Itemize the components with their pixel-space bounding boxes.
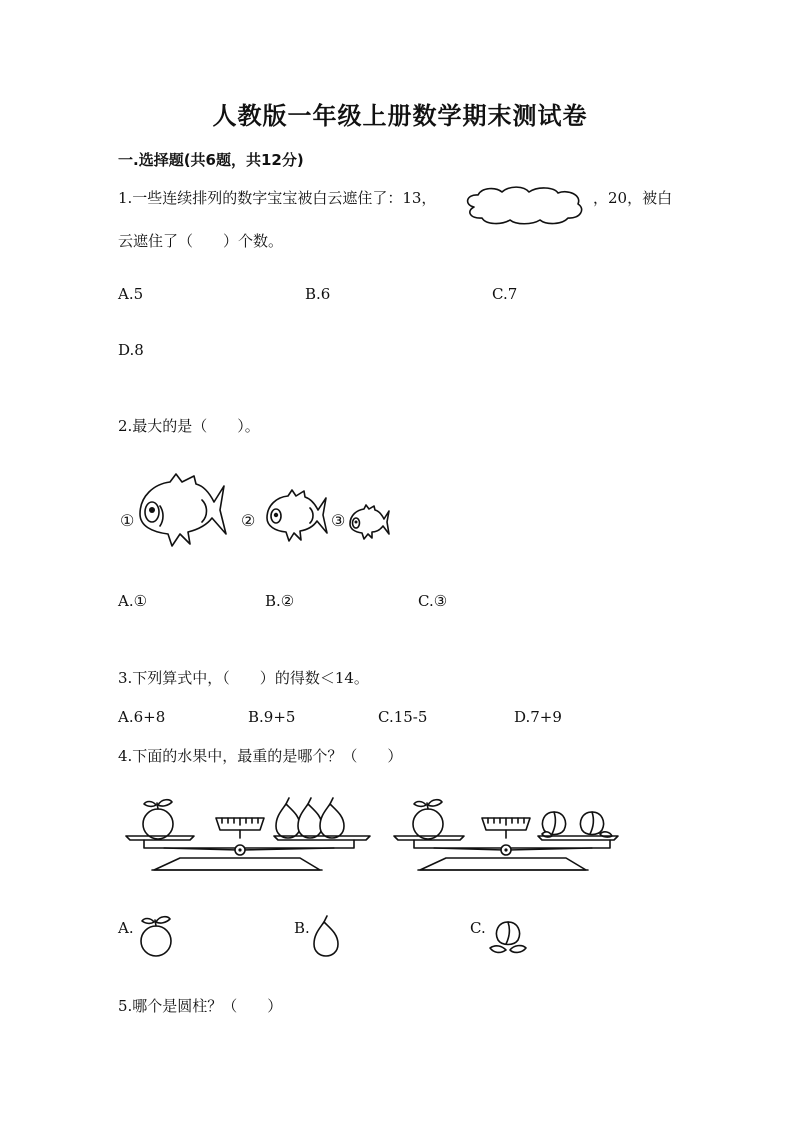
q3-option-c[interactable]: C.15-5 — [378, 708, 428, 726]
q1-text-part2: ，20，被白 — [593, 189, 673, 207]
section-heading: 一.选择题(共6题，共12分) — [118, 151, 304, 169]
q1-option-a[interactable]: A.5 — [118, 285, 144, 303]
q5-text: 5.哪个是圆柱？（ ） — [118, 997, 283, 1015]
q3-option-b[interactable]: B.9+5 — [248, 708, 296, 726]
fish-label-2: ② — [241, 511, 256, 530]
fish-icon — [136, 472, 228, 548]
q1-text-part3: 云遮住了（ ）个数。 — [118, 232, 284, 250]
q4-option-b[interactable]: B. — [294, 919, 310, 937]
apple-icon — [136, 913, 184, 959]
q1-option-b[interactable]: B.6 — [305, 285, 331, 303]
pear-icon — [310, 914, 342, 958]
q3-option-d[interactable]: D.7+9 — [514, 708, 562, 726]
q4-option-c[interactable]: C. — [470, 919, 486, 937]
q2-option-a[interactable]: A.① — [118, 592, 148, 610]
scale-icon — [388, 796, 638, 878]
fish-label-1: ① — [120, 511, 135, 530]
q2-option-b[interactable]: B.② — [265, 592, 295, 610]
fish-icon — [348, 504, 390, 540]
page-title: 人教版一年级上册数学期末测试卷 — [212, 102, 588, 130]
q3-option-a[interactable]: A.6+8 — [118, 708, 166, 726]
fish-label-3: ③ — [331, 511, 346, 530]
fish-icon — [264, 488, 328, 542]
scale-icon — [124, 796, 374, 878]
q4-text: 4.下面的水果中，最重的是哪个？（ ） — [118, 747, 403, 765]
q1-option-c[interactable]: C.7 — [492, 285, 518, 303]
q3-text: 3.下列算式中，（ ）的得数＜14。 — [118, 669, 369, 687]
q4-option-a[interactable]: A. — [118, 919, 134, 937]
q1-text-part1: 1.一些连续排列的数字宝宝被白云遮住了：13， — [118, 189, 437, 207]
q2-text: 2.最大的是（ ）。 — [118, 417, 260, 435]
q1-option-d[interactable]: D.8 — [118, 341, 144, 359]
peach-icon — [486, 920, 530, 956]
q2-option-c[interactable]: C.③ — [418, 592, 448, 610]
cloud-icon — [462, 185, 588, 227]
